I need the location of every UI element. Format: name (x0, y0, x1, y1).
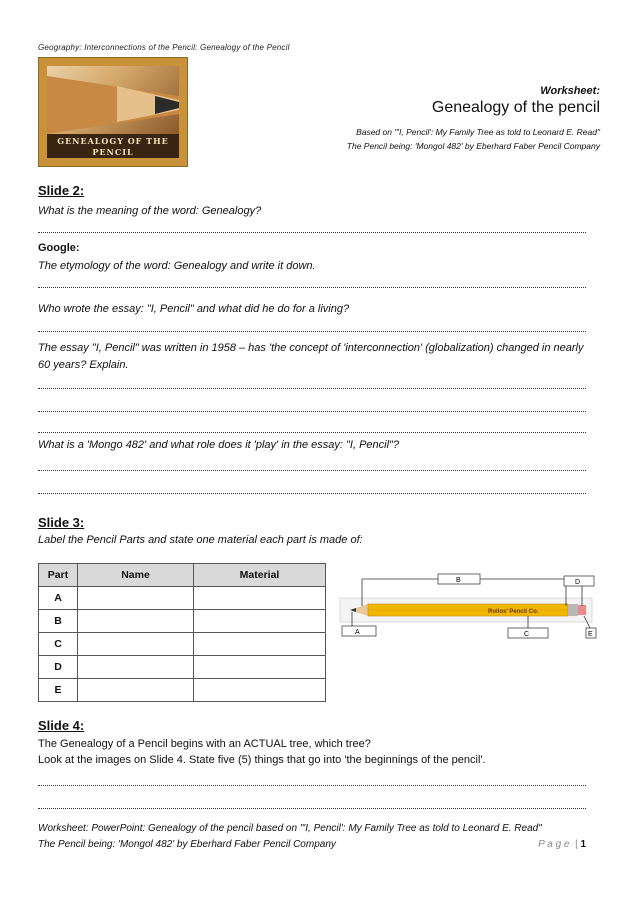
answer-line[interactable] (38, 470, 586, 471)
answer-line[interactable] (38, 808, 586, 809)
table-row (39, 656, 326, 679)
thumbnail-title: GENEALOGY OF THE PENCIL (57, 136, 169, 157)
table-row (39, 587, 326, 610)
part-letter: C (39, 633, 78, 656)
material-cell[interactable] (194, 656, 326, 679)
pencil-thumbnail (38, 57, 188, 167)
page-number: P a g e | 1 (538, 839, 586, 850)
label-e: E (588, 631, 593, 638)
q-mongol: What is a 'Mongo 482' and what role does it 'play' in the essay: "I, Pencil"? (38, 439, 400, 451)
q-meaning: What is the meaning of the word: Genealogy? (38, 205, 262, 217)
name-cell[interactable] (78, 610, 194, 633)
worksheet-label: Worksheet: (540, 85, 600, 97)
label-d: D (575, 579, 581, 586)
pencil-brand-text: Rollos' Pencil Co. (488, 609, 539, 615)
based-on-text: Based on "'I, Pencil': My Family Tree as told to Leonard E. Read" (356, 127, 600, 137)
material-cell[interactable] (194, 633, 326, 656)
material-cell[interactable] (194, 679, 326, 702)
answer-line[interactable] (38, 785, 586, 786)
name-cell[interactable] (78, 656, 194, 679)
page-label: P a g e (538, 839, 570, 850)
pencil-tip-image (47, 66, 179, 134)
footer-line2: The Pencil being: 'Mongol 482' by Eberhard Faber Pencil Company (38, 839, 336, 850)
answer-line[interactable] (38, 287, 586, 288)
q-interconnection: The essay "I, Pencil" was written in 1958 – has 'the concept of 'interconnection' (globalization) changed in nearly 60 years? Explain. (38, 342, 584, 371)
part-letter: B (39, 610, 78, 633)
part-letter: D (39, 656, 78, 679)
table-row (39, 610, 326, 633)
slide3-instruction: Label the Pencil Parts and state one material each part is made of: (38, 534, 363, 546)
part-letter: A (39, 587, 78, 610)
footer-line1: Worksheet: PowerPoint: Genealogy of the pencil based on "'I, Pencil': My Family Tree as told to Leonard E. Read" (38, 823, 542, 834)
label-c: C (524, 631, 530, 638)
col-header-part: Part (39, 564, 78, 587)
q-etymology: The etymology of the word: Genealogy and write it down. (38, 260, 316, 272)
table-row (39, 633, 326, 656)
google-label: Google: (38, 242, 80, 254)
pencil-diagram-svg (338, 568, 598, 648)
page-title: Genealogy of the pencil (431, 99, 600, 116)
material-cell[interactable] (194, 587, 326, 610)
answer-line[interactable] (38, 232, 586, 233)
table-row (39, 679, 326, 702)
material-cell[interactable] (194, 610, 326, 633)
answer-line[interactable] (38, 432, 586, 433)
page-num: 1 (580, 839, 586, 850)
slide2-heading: Slide 2: (38, 183, 85, 198)
part-letter: E (39, 679, 78, 702)
name-cell[interactable] (78, 587, 194, 610)
label-b: B (456, 577, 461, 584)
slide4-heading: Slide 4: (38, 718, 85, 733)
title-block (347, 85, 600, 151)
table-header-row (39, 564, 326, 587)
thumbnail-caption (47, 134, 179, 158)
name-cell[interactable] (78, 633, 194, 656)
answer-line[interactable] (38, 411, 586, 412)
label-a: A (355, 629, 360, 636)
answer-line[interactable] (38, 331, 586, 332)
slide4-line2: Look at the images on Slide 4. State five (5) things that go into 'the beginnings of the pencil'. (38, 754, 486, 766)
q-author: Who wrote the essay: "I, Pencil" and what did he do for a living? (38, 303, 350, 315)
slide3-heading: Slide 3: (38, 515, 85, 530)
pencil-diagram (338, 568, 598, 648)
pencil-parts-table (38, 563, 326, 702)
col-header-material: Material (194, 564, 326, 587)
slide4-line1: The Genealogy of a Pencil begins with an ACTUAL tree, which tree? (38, 738, 371, 750)
pencil-being-text: The Pencil being: 'Mongol 482' by Eberhard Faber Pencil Company (346, 141, 600, 151)
answer-line[interactable] (38, 493, 586, 494)
running-header: Geography: Interconnections of the Pencil: Genealogy of the Pencil (38, 43, 290, 52)
name-cell[interactable] (78, 679, 194, 702)
col-header-name: Name (78, 564, 194, 587)
answer-line[interactable] (38, 388, 586, 389)
